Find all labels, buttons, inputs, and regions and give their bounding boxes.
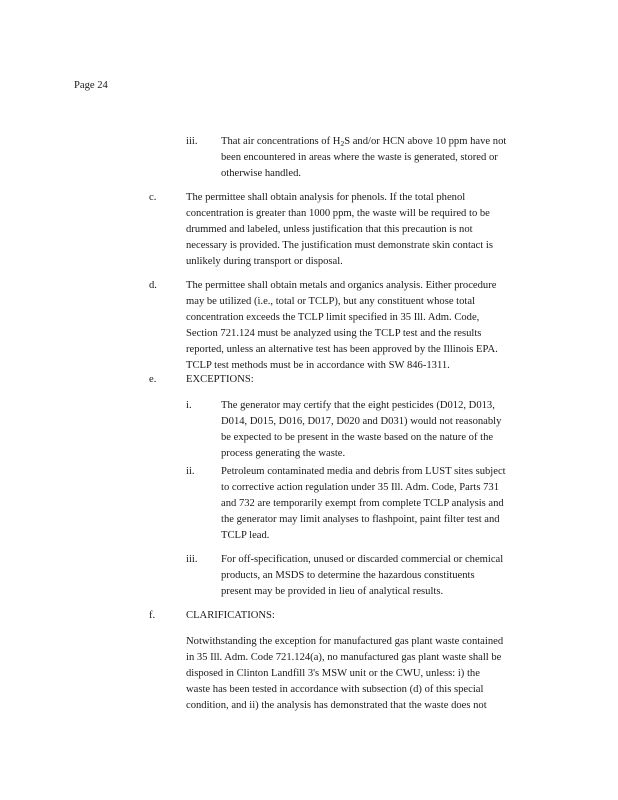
text-line: For off-specification, unused or discarded commercial or chemical (221, 554, 504, 565)
item-d-text (186, 278, 546, 374)
text-line: The permittee shall obtain analysis for phenols. If the total phenol (186, 192, 466, 203)
item-iii-top-label: iii. (186, 136, 198, 147)
text-line: TCLP lead. (221, 530, 270, 541)
subscript: 2 (340, 139, 345, 148)
item-f-text (186, 634, 546, 714)
text-line: process generating the waste. (221, 448, 346, 459)
text-line: otherwise handled. (221, 168, 302, 179)
text-line: That air concentrations of $H_2S$ and/or HCN above 10 ppm have not (221, 136, 507, 148)
text-line: and 732 are temporarily exempt from complete TCLP analysis and (221, 498, 504, 509)
text-line: The permittee shall obtain metals and organics analysis. Either procedure (186, 280, 497, 291)
text-line: Notwithstanding the exception for manufactured gas plant waste contained (186, 636, 504, 647)
text-line: Petroleum contaminated media and debris from LUST sites subject (221, 466, 506, 477)
text-line: Section 721.124 must be analyzed using the TCLP test and the results (186, 328, 482, 339)
text-line: concentration is greater than 1000 ppm, the waste will be required to be (186, 208, 490, 219)
text-line: may be utilized (i.e., total or TCLP), but any constituent whose total (186, 296, 476, 307)
text-line: concentration exceeds the TCLP limit specified in 35 Ill. Adm. Code, (186, 312, 480, 323)
exception-i-label: i. (186, 400, 192, 411)
text-line: products, an MSDS to determine the hazardous constituents (221, 570, 475, 581)
page-number: Page 24 (74, 80, 108, 91)
clarifications-heading: CLARIFICATIONS: (186, 610, 275, 621)
text-line: drummed and labeled, unless justification that this precaution is not (186, 224, 473, 235)
text-line: The generator may certify that the eight pesticides (D012, D013, (221, 400, 495, 411)
text-line: TCLP test methods must be in accordance with SW 846-1311. (186, 360, 450, 371)
text-line: reported, unless an alternative test has been approved by the Illinois EPA. (186, 344, 498, 355)
item-f-label: f. (149, 610, 156, 621)
exception-i-text (221, 398, 547, 462)
item-c-text (186, 190, 546, 270)
item-e-label: e. (149, 374, 157, 385)
item-d-label: d. (149, 280, 157, 291)
text-line: waste has been tested in accordance with subsection (d) of this special (186, 684, 484, 695)
item-iii-top-text (221, 134, 547, 182)
exception-ii-label: ii. (186, 466, 195, 477)
exception-ii-text (221, 464, 547, 544)
exception-iii-text (221, 552, 547, 600)
text-line: present may be provided in lieu of analytical results. (221, 586, 444, 597)
text-line: condition, and ii) the analysis has demonstrated that the waste does not (186, 700, 487, 711)
text-line: unlikely during transport or disposal. (186, 256, 343, 267)
exceptions-heading: EXCEPTIONS: (186, 374, 254, 385)
text-line: in 35 Ill. Adm. Code 721.124(a), no manufactured gas plant waste shall be (186, 652, 502, 663)
text-line: disposed in Clinton Landfill 3's MSW unit or the CWU, unless: i) the (186, 668, 480, 679)
text-line: to corrective action regulation under 35 Ill. Adm. Code, Parts 731 (221, 482, 500, 493)
text-line: been encountered in areas where the waste is generated, stored or (221, 152, 498, 163)
item-c-label: c. (149, 192, 157, 203)
text-line: the generator may limit analyses to flashpoint, paint filter test and (221, 514, 500, 525)
exception-iii-label: iii. (186, 554, 198, 565)
text-line: be expected to be present in the waste based on the nature of the (221, 432, 494, 443)
text-line: D014, D015, D016, D017, D020 and D031) would not reasonably (221, 416, 502, 427)
text-line: necessary is provided. The justification must demonstrate skin contact is (186, 240, 493, 251)
